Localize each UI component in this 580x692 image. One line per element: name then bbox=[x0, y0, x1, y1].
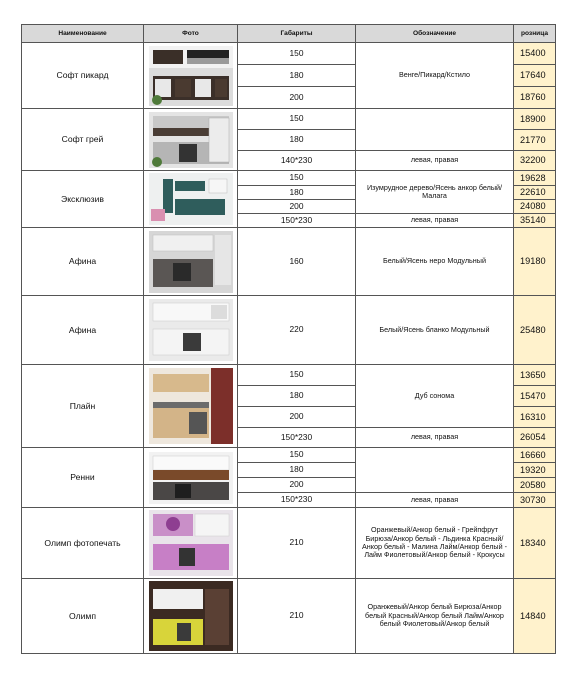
price-cell: 19320 bbox=[514, 463, 556, 478]
price-table bbox=[21, 24, 556, 654]
designation-cell: Оранжевый/Анкор белый Бирюза/Анкор белый Красный/Анкор белый Лайм/Анкор белый Фиолетовый/Анкор белый bbox=[356, 579, 514, 654]
product-name: Олимп фотопечать bbox=[22, 508, 144, 579]
kitchen-photo-icon bbox=[149, 231, 233, 293]
product-name: Софт грей bbox=[22, 109, 144, 171]
price-cell: 20580 bbox=[514, 478, 556, 493]
price-cell: 18340 bbox=[514, 508, 556, 579]
size-cell: 150 bbox=[238, 365, 356, 386]
size-cell: 160 bbox=[238, 228, 356, 296]
price-cell: 21770 bbox=[514, 130, 556, 151]
size-cell: 180 bbox=[238, 186, 356, 200]
table-row bbox=[22, 109, 556, 130]
size-cell: 150*230 bbox=[238, 493, 356, 508]
product-name: Олимп bbox=[22, 579, 144, 654]
product-name: Софт пикард bbox=[22, 43, 144, 109]
size-cell: 140*230 bbox=[238, 151, 356, 171]
price-cell: 15470 bbox=[514, 386, 556, 407]
table-row bbox=[22, 296, 556, 365]
product-photo bbox=[144, 43, 238, 109]
price-cell: 19628 bbox=[514, 171, 556, 186]
size-cell: 200 bbox=[238, 478, 356, 493]
price-cell: 32200 bbox=[514, 151, 556, 171]
size-cell: 220 bbox=[238, 296, 356, 365]
designation-cell: Изумрудное дерево/Ясень анкор белый/Малага bbox=[356, 171, 514, 214]
kitchen-photo-icon bbox=[149, 581, 233, 651]
product-name: Плайн bbox=[22, 365, 144, 448]
price-cell: 16310 bbox=[514, 407, 556, 428]
product-photo bbox=[144, 579, 238, 654]
product-photo bbox=[144, 296, 238, 365]
table-row bbox=[22, 579, 556, 654]
designation-cell: левая, правая bbox=[356, 151, 514, 171]
size-cell: 150 bbox=[238, 448, 356, 463]
size-cell: 180 bbox=[238, 65, 356, 87]
price-cell: 16660 bbox=[514, 448, 556, 463]
kitchen-photo-icon bbox=[149, 510, 233, 576]
kitchen-photo-icon bbox=[149, 173, 233, 225]
header-price: розница bbox=[514, 25, 556, 43]
product-photo bbox=[144, 171, 238, 228]
header-designation: Обозначение bbox=[356, 25, 514, 43]
product-photo bbox=[144, 228, 238, 296]
product-name: Ренни bbox=[22, 448, 144, 508]
product-name: Афина bbox=[22, 228, 144, 296]
designation-cell: Белый/Ясень бланко Модульный bbox=[356, 296, 514, 365]
size-cell: 150 bbox=[238, 43, 356, 65]
designation-cell bbox=[356, 448, 514, 493]
table-row bbox=[22, 43, 556, 65]
product-photo bbox=[144, 448, 238, 508]
designation-cell: Белый/Ясень неро Модульный bbox=[356, 228, 514, 296]
kitchen-photo-icon bbox=[149, 368, 233, 444]
price-cell: 18900 bbox=[514, 109, 556, 130]
table-row bbox=[22, 171, 556, 186]
designation-cell: левая, правая bbox=[356, 493, 514, 508]
price-cell: 18760 bbox=[514, 87, 556, 109]
kitchen-photo-icon bbox=[149, 112, 233, 168]
designation-cell: Венге/Пикард/Кстило bbox=[356, 43, 514, 109]
price-cell: 25480 bbox=[514, 296, 556, 365]
size-cell: 200 bbox=[238, 200, 356, 214]
product-name: Афина bbox=[22, 296, 144, 365]
price-cell: 17640 bbox=[514, 65, 556, 87]
size-cell: 150 bbox=[238, 171, 356, 186]
header-name: Наименование bbox=[22, 25, 144, 43]
product-photo bbox=[144, 508, 238, 579]
product-name: Эксклюзив bbox=[22, 171, 144, 228]
size-cell: 150*230 bbox=[238, 428, 356, 448]
size-cell: 150 bbox=[238, 109, 356, 130]
size-cell: 150*230 bbox=[238, 214, 356, 228]
table-row bbox=[22, 228, 556, 296]
product-photo bbox=[144, 365, 238, 448]
size-cell: 180 bbox=[238, 386, 356, 407]
header-row bbox=[22, 25, 556, 43]
product-photo bbox=[144, 109, 238, 171]
header-photo: Фото bbox=[144, 25, 238, 43]
kitchen-photo-icon bbox=[149, 46, 233, 106]
price-cell: 24080 bbox=[514, 200, 556, 214]
designation-cell: Дуб сонома bbox=[356, 365, 514, 428]
price-cell: 35140 bbox=[514, 214, 556, 228]
size-cell: 210 bbox=[238, 508, 356, 579]
price-cell: 13650 bbox=[514, 365, 556, 386]
price-cell: 14840 bbox=[514, 579, 556, 654]
size-cell: 180 bbox=[238, 463, 356, 478]
table-row bbox=[22, 448, 556, 463]
designation-cell bbox=[356, 109, 514, 151]
price-cell: 30730 bbox=[514, 493, 556, 508]
price-cell: 22610 bbox=[514, 186, 556, 200]
size-cell: 180 bbox=[238, 130, 356, 151]
header-size: Габариты bbox=[238, 25, 356, 43]
kitchen-photo-icon bbox=[149, 299, 233, 361]
designation-cell: Оранжевый/Анкор белый - Грейпфрут Бирюза/Анкор белый - Льдинка Красный/Анкор белый - Малина Лайм/Анкор белый - Лайм Фиолетовый/Анкор белый - Крокусы bbox=[356, 508, 514, 579]
table-row bbox=[22, 508, 556, 579]
size-cell: 210 bbox=[238, 579, 356, 654]
designation-cell: левая, правая bbox=[356, 428, 514, 448]
price-cell: 26054 bbox=[514, 428, 556, 448]
size-cell: 200 bbox=[238, 87, 356, 109]
price-cell: 19180 bbox=[514, 228, 556, 296]
designation-cell: левая, правая bbox=[356, 214, 514, 228]
table-row bbox=[22, 365, 556, 386]
kitchen-photo-icon bbox=[149, 452, 233, 504]
size-cell: 200 bbox=[238, 407, 356, 428]
price-cell: 15400 bbox=[514, 43, 556, 65]
